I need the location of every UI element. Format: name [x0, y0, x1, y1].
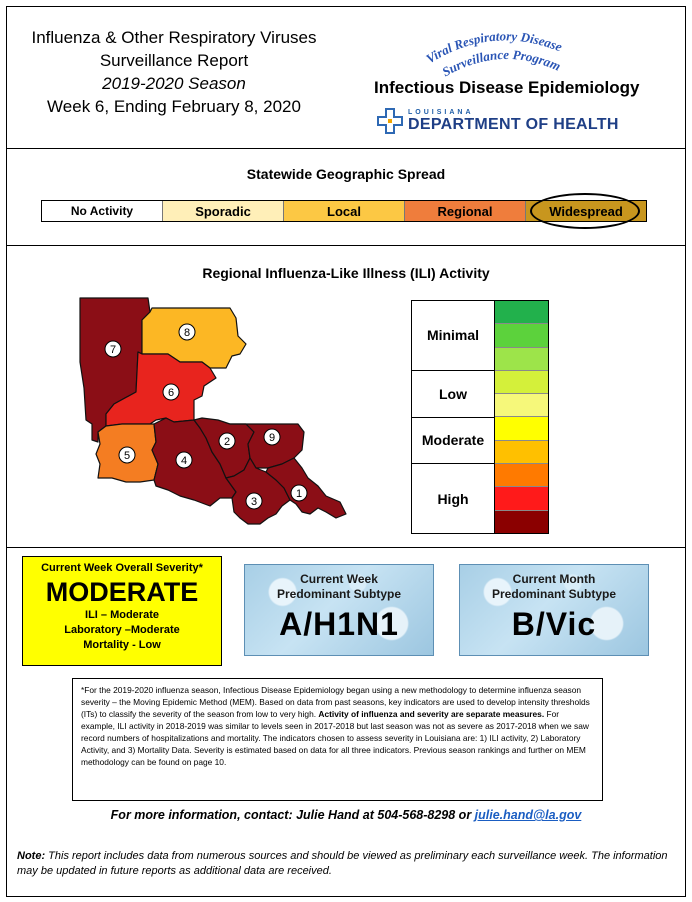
ldh-louisiana-label: LOUISIANA — [408, 108, 474, 116]
divider — [6, 245, 686, 246]
week-subtype-title2: Predominant Subtype — [276, 587, 401, 601]
severity-value: MODERATE — [45, 577, 199, 607]
spread-title: Statewide Geographic Spread — [246, 166, 446, 182]
legend-swatch — [495, 464, 548, 487]
svg-text:7: 7 — [109, 344, 117, 356]
program-arc-line2: Surveillance Program — [439, 46, 563, 80]
current-spread-highlight — [530, 193, 640, 229]
region-marker-2 — [219, 433, 235, 449]
region-marker-3 — [246, 493, 262, 509]
region-marker-6 — [163, 384, 179, 400]
week-subtype-value: A/H1N1 — [279, 606, 399, 642]
report-subtitle: Surveillance Report — [99, 51, 249, 70]
report-title: Influenza & Other Respiratory Viruses — [31, 28, 317, 47]
region-marker-1 — [291, 485, 307, 501]
season-label: 2019-2020 Season — [102, 74, 246, 93]
ldh-department-label: DEPARTMENT OF HEALTH — [408, 115, 619, 133]
disclaimer-text: This report includes data from numerous sources and should be viewed as preliminary each surveillance week. The information may be updated in future reports as additional data are received. — [17, 850, 668, 877]
region-marker-5 — [119, 447, 135, 463]
spread-level-sporadic: Sporadic — [163, 201, 284, 221]
severity-title: Current Week Overall Severity* — [41, 562, 203, 574]
ili-legend — [411, 300, 549, 534]
svg-text:3: 3 — [250, 496, 258, 508]
spread-level-local: Local — [284, 201, 405, 221]
week-label: Week 6, Ending February 8, 2020 — [47, 97, 301, 116]
legend-minimal: Minimal — [412, 301, 494, 371]
methodology-note — [72, 678, 603, 801]
ldh-logo — [376, 107, 619, 135]
legend-high: High — [437, 490, 469, 507]
contact-text: For more information, contact: Julie Hand at 504-568-8298 or — [110, 808, 475, 822]
disclaimer-label: Note: — [17, 850, 46, 862]
note-paragraph-1: *For the 2019-2020 influenza season, Infectious Disease Epidemiology began using a new methodology to determine influenza season severity – the Moving Epidemic Method (MEM). Based on data from past seasons, key indicators are used to develop intensity thresholds (ITs) to classify the severity of the season from low to very high. — [81, 685, 590, 719]
department-title: Infectious Disease Epidemiology — [374, 78, 640, 97]
severity-ili: ILI – Moderate — [85, 609, 159, 621]
contact-line — [6, 808, 686, 822]
program-arc-line1: Viral Respiratory Disease — [423, 28, 565, 67]
month-subtype-value: B/Vic — [511, 606, 597, 642]
spread-level-widespread: Widespread — [526, 201, 646, 221]
legend-swatch — [495, 371, 548, 394]
legend-low: Low — [412, 371, 494, 418]
ili-title: Regional Influenza-Like Illness (ILI) Activity — [202, 265, 490, 281]
svg-text:6: 6 — [167, 387, 175, 399]
week-subtype-title1: Current Week — [300, 572, 378, 586]
divider — [6, 148, 686, 149]
week-subtype-box — [244, 564, 434, 656]
report-title-block — [14, 26, 334, 118]
legend-swatch — [495, 394, 548, 417]
ldh-cross-logo-icon — [376, 107, 404, 135]
disclaimer — [17, 849, 677, 879]
region-marker-4 — [176, 452, 192, 468]
legend-moderate: Moderate — [412, 418, 494, 465]
severity-lab: Laboratory –Moderate — [64, 624, 180, 636]
legend-swatch — [495, 487, 548, 510]
legend-swatch — [495, 348, 548, 371]
svg-text:9: 9 — [268, 432, 276, 444]
louisiana-region-map — [70, 292, 360, 537]
svg-text:2: 2 — [223, 436, 231, 448]
legend-swatch — [495, 301, 548, 324]
overall-severity-box — [22, 556, 222, 666]
contact-email-link[interactable]: julie.hand@la.gov — [474, 808, 582, 822]
note-bold: Activity of influenza and severity are separate measures. — [318, 709, 545, 719]
note-paragraph-2: For example, ILI activity in 2018-2019 was similar to levels seen in 2017-2018 but last season was not as severe as 2017-2018 when we saw record numbers of hospitalizations and mortality. The indicators chosen to assess severity in Louisiana are: 1) ILI activity, 2) Laboratory Activity, and 3) Mortality Data. Severity is estimated based on data for all three indicators. Previous season rankings and further on MEM methodology can be found on page 10. — [81, 709, 589, 767]
spread-level-no-activity: No Activity — [42, 201, 163, 221]
svg-text:8: 8 — [183, 327, 191, 339]
divider — [6, 547, 686, 548]
month-subtype-box — [459, 564, 649, 656]
region-marker-8 — [179, 324, 195, 340]
legend-swatch — [495, 324, 548, 347]
legend-swatch — [495, 441, 548, 464]
spread-level-regional: Regional — [405, 201, 526, 221]
legend-swatches — [494, 301, 548, 533]
svg-text:4: 4 — [180, 455, 188, 467]
region-marker-7 — [105, 341, 121, 357]
severity-mortality: Mortality - Low — [83, 639, 161, 651]
month-subtype-title2: Predominant Subtype — [491, 587, 616, 601]
legend-swatch — [495, 511, 548, 533]
svg-text:1: 1 — [295, 488, 303, 500]
region-marker-9 — [264, 429, 280, 445]
svg-text:5: 5 — [123, 450, 131, 462]
legend-swatch — [495, 417, 548, 440]
month-subtype-title1: Current Month — [512, 572, 596, 586]
